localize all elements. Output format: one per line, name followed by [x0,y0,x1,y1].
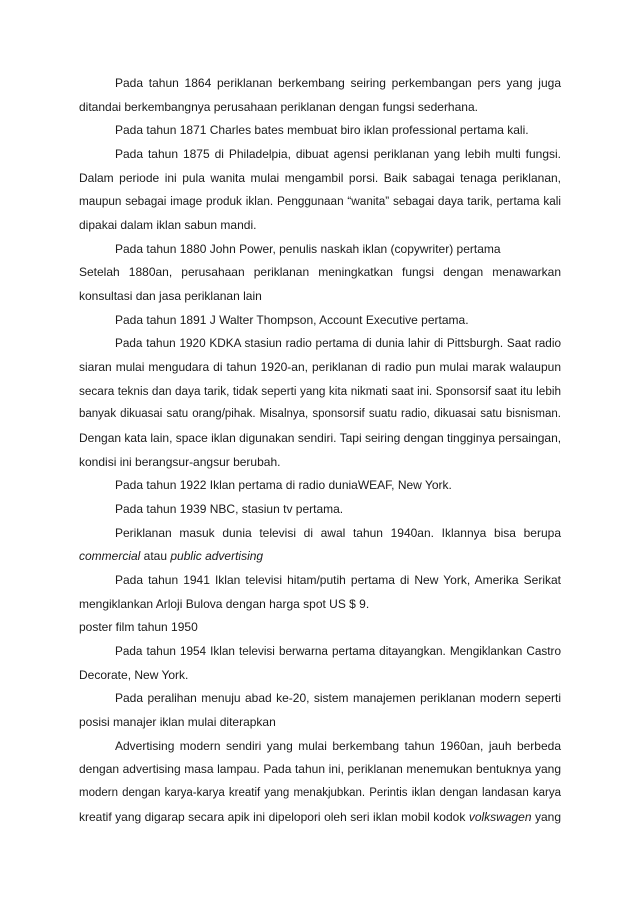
text-line: mengiklankan Arloji Bulova dengan harga spot US $ 9. [79,596,370,611]
text-line: Dengan kata lain, space iklan digunakan sendiri. Tapi seiring dengan tingginya persaingan, [79,431,562,446]
text-line: Dalam periode ini pula wanita mulai mengambil porsi. Baik sabagai tenaga periklanan, [79,170,561,185]
text-line-mixed [79,806,561,830]
text-line: siaran mulai mengudara di tahun 1920-an, periklanan di radio pun mulai marak walaupun [79,360,561,375]
italic-term: commercial [79,549,141,564]
text-line: Pada tahun 1875 di Philadelpia, dibuat agensi periklanan yang lebih multi fungsi. [115,147,561,162]
text-line: Pada peralihan menuju abad ke-20, sistem manajemen periklanan modern seperti [115,691,561,706]
text-line: banyak dikuasai satu orang/pihak. Misalnya, sponsorsif suatu radio, dikuasai satu bisnisman. [79,408,561,421]
text-line: Pada tahun 1941 Iklan televisi hitam/putih pertama di New York, Amerika Serikat [115,573,561,588]
text-line: Advertising modern sendiri yang mulai berkembang tahun 1960an, jauh berbeda [115,738,561,753]
text-line: Pada tahun 1871 Charles bates membuat biro iklan professional pertama kali. [115,123,529,138]
text-line: kondisi ini berangsur-angsur berubah. [79,454,281,469]
text-line: Setelah 1880an, perusahaan periklanan meningkatkan fungsi dengan menawarkan [79,265,561,280]
text-line: Pada tahun 1922 Iklan pertama di radio duniaWEAF, New York. [115,478,452,493]
text-line: Pada tahun 1939 NBC, stasiun tv pertama. [115,502,344,517]
text-line: Periklanan masuk dunia televisi di awal tahun 1940an. Iklannya bisa berupa [115,525,561,540]
text-line: Pada tahun 1920 KDKA stasiun radio pertama di dunia lahir di Pittsburgh. Saat radio [115,337,561,351]
text-line: dipakai dalam iklan sabun mandi. [79,218,257,233]
text-line: Pada tahun 1891 J Walter Thompson, Account Executive pertama. [115,312,469,327]
text-line: secara teknis dan daya tarik, tidak seperti yang kita nikmati saat ini. Sponsorsif saat itu lebih [79,384,561,398]
text-line-mixed [79,545,561,569]
italic-term: volkswagen [468,809,532,824]
text-line: ditandai berkembangnya perusahaan periklanan dengan fungsi sederhana. [79,99,478,114]
text-line: Pada tahun 1954 Iklan televisi berwarna pertama ditayangkan. Mengiklankan Castro [115,645,561,659]
document-body [79,72,561,830]
text-span: kreatif yang digarap secara apik ini dipelopori oleh seri iklan mobil kodok [79,809,469,824]
text-line: Decorate, New York. [79,667,189,682]
text-span: atau [140,549,171,564]
text-line: dengan advertising masa lampau. Pada tahun ini, periklanan menemukan bentuknya yang [79,762,561,777]
text-line: Pada tahun 1864 periklanan berkembang seiring perkembangan pers yang juga [115,76,561,90]
italic-term: public advertising [170,549,264,564]
text-line: modern dengan karya-karya kreatif yang menakjubkan. Perintis iklan dengan landasan karya [79,787,561,800]
text-span: yang [531,809,562,824]
text-line: Pada tahun 1880 John Power, penulis naskah iklan (copywriter) pertama [115,241,501,256]
text-line: konsultasi dan jasa periklanan lain [79,289,262,304]
text-line: poster film tahun 1950 [79,620,198,635]
text-line: maupun sebagai image produk iklan. Penggunaan “wanita” sebagai daya tarik, pertama kali [79,195,561,209]
text-line: posisi manajer iklan mulai diterapkan [79,715,276,730]
